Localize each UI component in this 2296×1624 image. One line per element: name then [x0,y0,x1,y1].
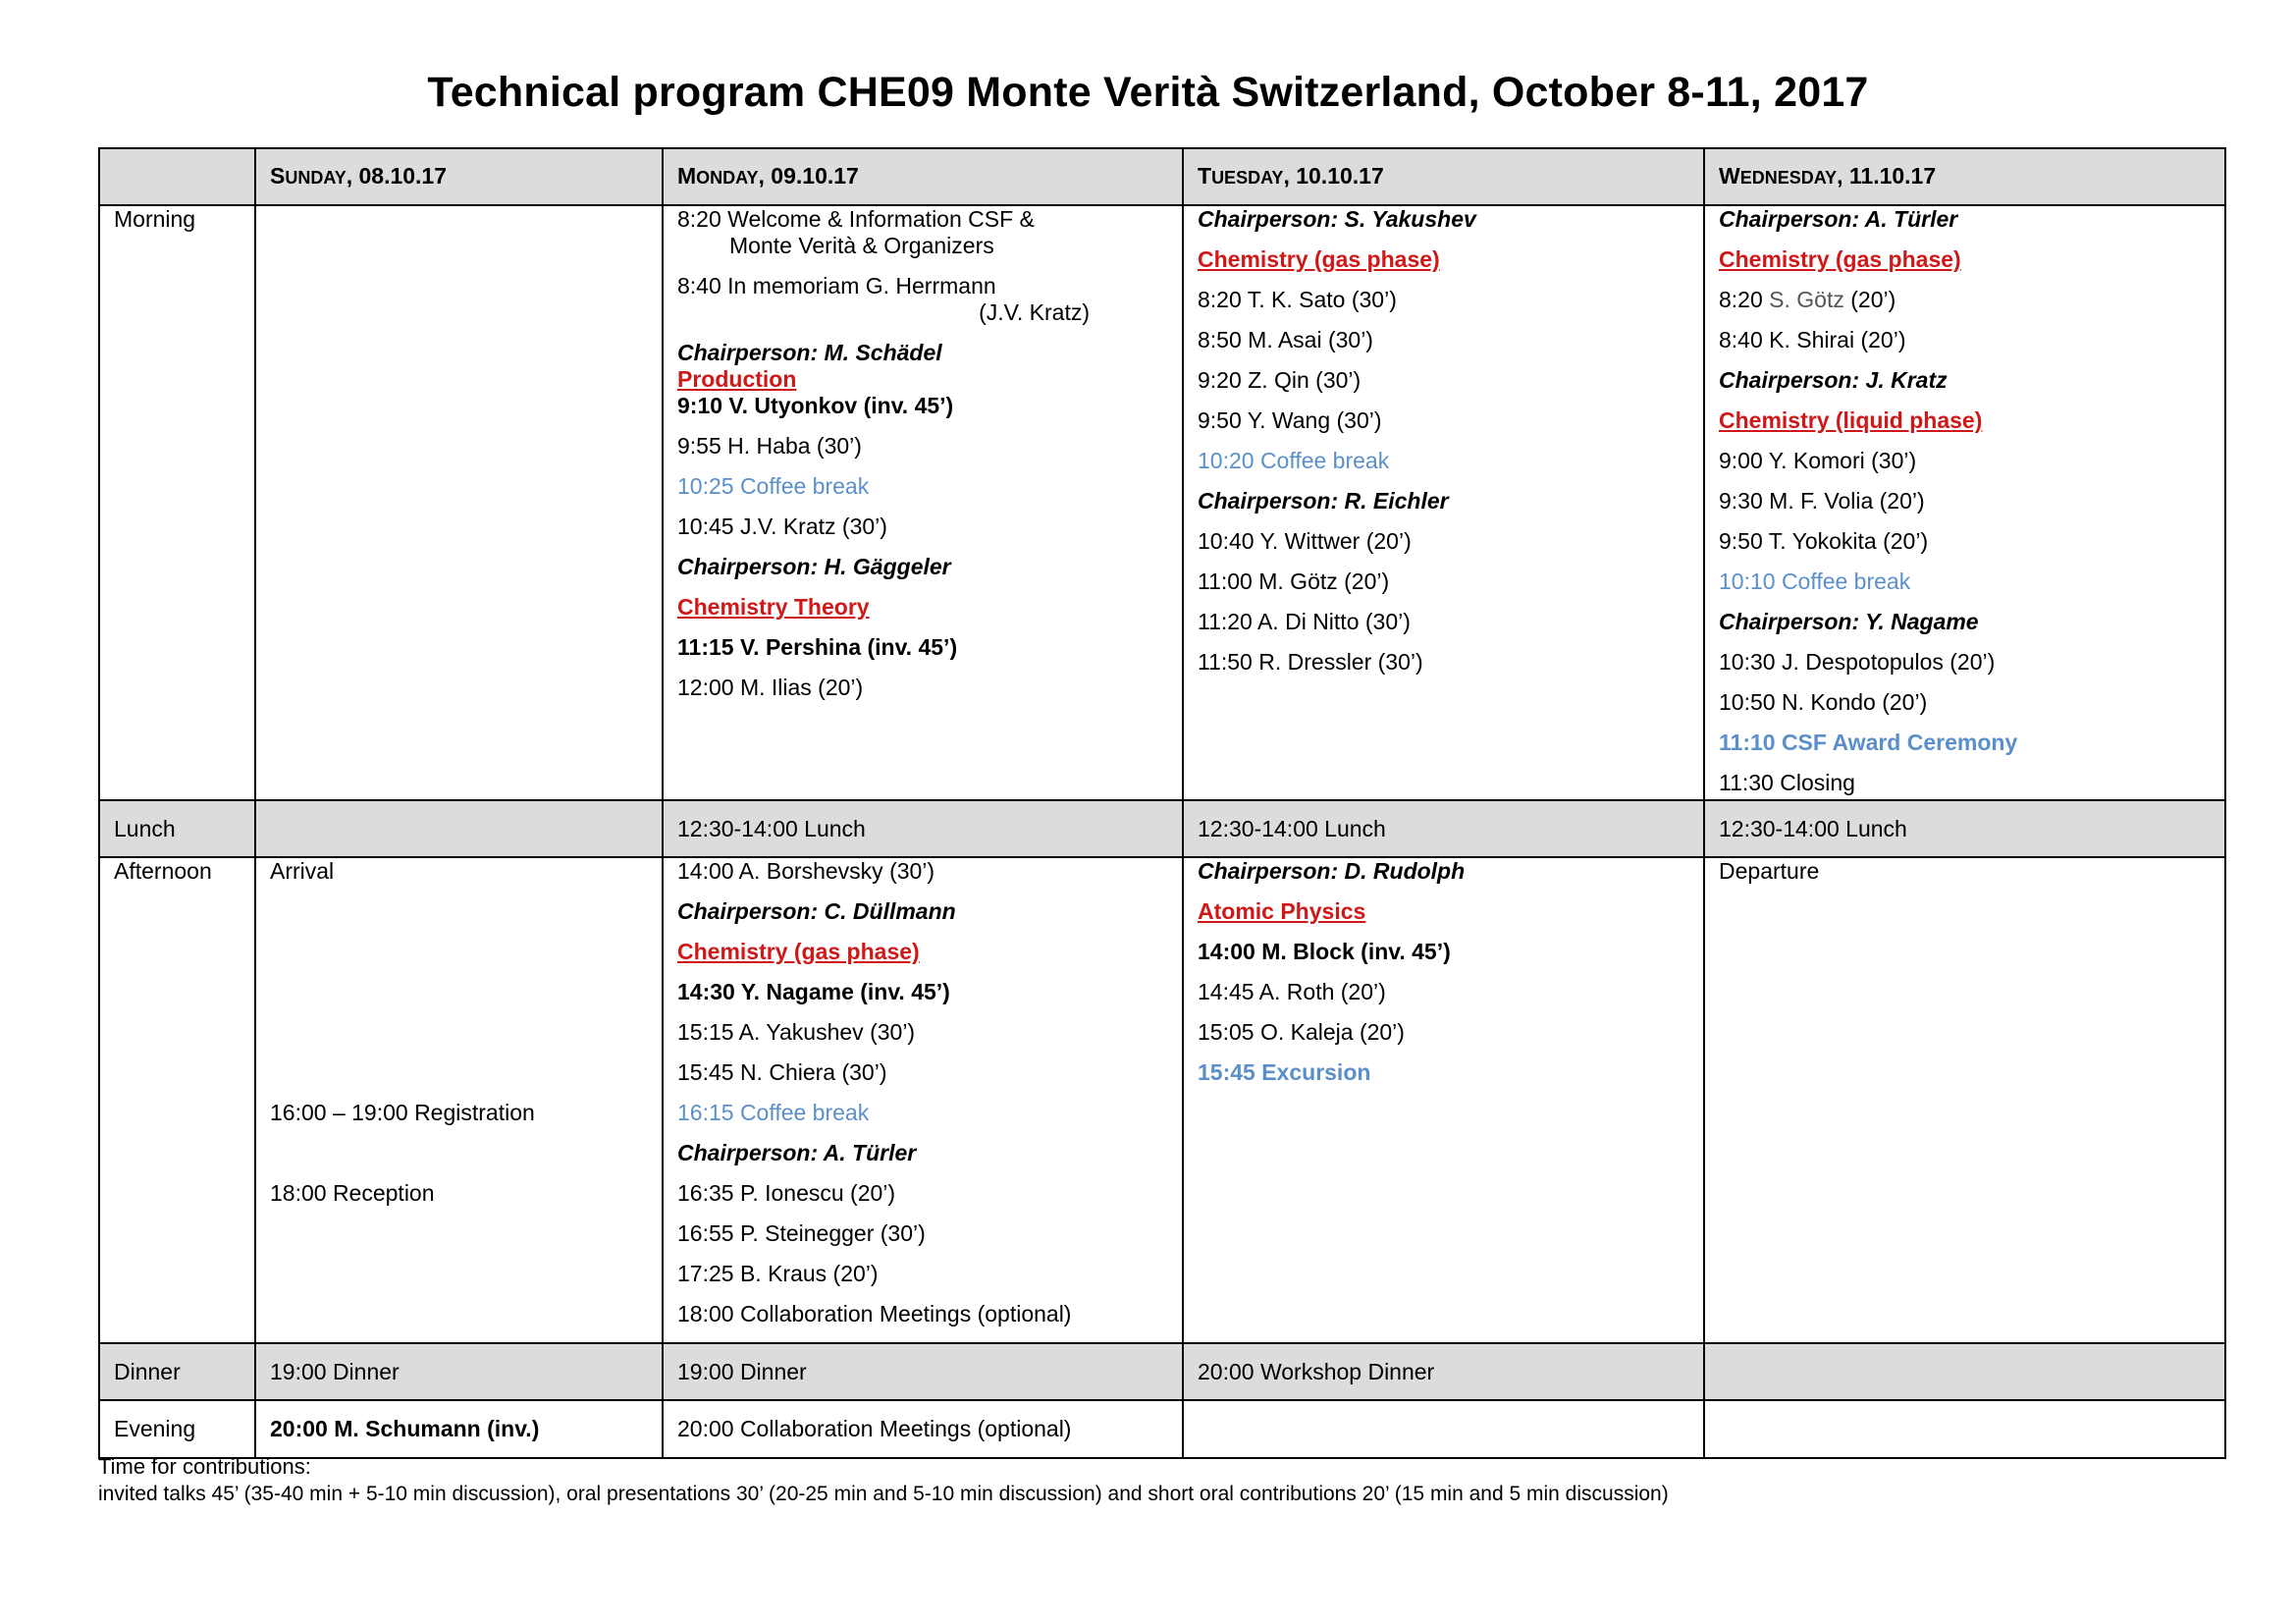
dinner-row [99,1343,2225,1400]
session-title: Chemistry (liquid phase) [1719,407,1983,433]
morning-monday-cell [663,205,1183,800]
coffee-break: 10:20 Coffee break [1198,448,1390,473]
talk: 8:20 T. K. Sato (30’) [1198,287,1397,312]
row-label-dinner: Dinner [99,1343,255,1400]
chairperson: Chairperson: Y. Nagame [1719,609,1979,634]
afternoon-row [99,857,2225,1343]
invited-talk: 14:30 Y. Nagame (inv. 45’) [677,979,950,1004]
chairperson: Chairperson: C. Düllmann [677,898,956,924]
chairperson: Chairperson: M. Schädel [677,340,942,365]
talk: 10:50 N. Kondo (20’) [1719,689,1928,715]
page-title: Technical program CHE09 Monte Verità Switzerland, October 8-11, 2017 [427,69,1869,116]
program-table [98,147,2226,1459]
talk: 15:05 O. Kaleja (20’) [1198,1019,1405,1045]
day-header-tuesday: TUESDAY, 10.10.17 [1183,148,1704,205]
lunch-tuesday-cell: 12:30-14:00 Lunch [1183,800,1704,857]
chairperson: Chairperson: A. Türler [677,1140,917,1165]
schedule-item: 8:20 Welcome & Information CSF & [677,206,1035,232]
invited-talk: 14:00 M. Block (inv. 45’) [1198,939,1451,964]
talk: 15:45 N. Chiera (30’) [677,1059,887,1085]
corner-cell [99,148,255,205]
footnote-text: invited talks 45’ (35-40 min + 5-10 min discussion), oral presentations 30’ (20-25 min and 5-10 min discussion) and short oral contributions 20’ (15 min and 5 min discussion) [98,1483,1669,1505]
coffee-break: 16:15 Coffee break [677,1100,870,1125]
schedule-item: Monte Verità & Organizers [729,233,994,258]
afternoon-sunday-cell [255,857,663,1343]
session-title: Chemistry (gas phase) [1198,246,1440,272]
dinner-sunday-cell: 19:00 Dinner [255,1343,663,1400]
morning-wednesday-cell [1704,205,2225,800]
talk: 14:45 A. Roth (20’) [1198,979,1386,1004]
schedule-item: Departure [1719,858,1820,884]
afternoon-wednesday-cell [1704,857,2225,1343]
talk: 9:00 Y. Komori (30’) [1719,448,1917,473]
schedule-item: 16:00 – 19:00 Registration [270,1100,535,1125]
evening-tuesday-cell [1183,1400,1704,1458]
morning-tuesday-cell [1183,205,1704,800]
evening-sunday-cell: 20:00 M. Schumann (inv.) [255,1400,663,1458]
chairperson: Chairperson: S. Yakushev [1198,206,1476,232]
invited-talk: 11:15 V. Pershina (inv. 45’) [677,634,958,660]
talk: 16:35 P. Ionescu (20’) [677,1180,896,1206]
afternoon-monday-cell [663,857,1183,1343]
talk: 9:55 H. Haba (30’) [677,433,862,459]
chairperson: Chairperson: D. Rudolph [1198,858,1466,884]
day-header-sunday: SUNDAY, 08.10.17 [255,148,663,205]
talk: 15:15 A. Yakushev (30’) [677,1019,916,1045]
chairperson: Chairperson: J. Kratz [1719,367,1948,393]
schedule-item: 11:30 Closing [1719,770,1855,795]
session-title: Chemistry Theory [677,594,870,620]
schedule-item: Arrival [270,858,335,884]
talk: 11:50 R. Dressler (30’) [1198,649,1423,675]
talk: 14:00 A. Borshevsky (30’) [677,858,935,884]
coffee-break: 10:10 Coffee break [1719,568,1911,594]
lunch-monday-cell: 12:30-14:00 Lunch [663,800,1183,857]
talk: 9:30 M. F. Volia (20’) [1719,488,1925,514]
morning-sunday-cell [255,205,663,800]
session-title: Chemistry (gas phase) [1719,246,1961,272]
talk: 9:20 Z. Qin (30’) [1198,367,1362,393]
lunch-wednesday-cell: 12:30-14:00 Lunch [1704,800,2225,857]
talk: 10:45 J.V. Kratz (30’) [677,514,887,539]
talk: 9:50 Y. Wang (30’) [1198,407,1382,433]
row-label-evening: Evening [99,1400,255,1458]
schedule-item: 8:40 In memoriam G. Herrmann [677,273,996,298]
lunch-sunday-cell [255,800,663,857]
header-row [99,148,2225,205]
talk: 8:40 K. Shirai (20’) [1719,327,1906,352]
dinner-monday-cell: 19:00 Dinner [663,1343,1183,1400]
coffee-break: 10:25 Coffee break [677,473,870,499]
schedule-item: 18:00 Reception [270,1180,435,1206]
day-header-wednesday: WEDNESDAY, 11.10.17 [1704,148,2225,205]
day-header-monday: MONDAY, 09.10.17 [663,148,1183,205]
morning-row [99,205,2225,800]
session-title: Production [677,366,797,392]
talk: 11:20 A. Di Nitto (30’) [1198,609,1411,634]
dinner-wednesday-cell [1704,1343,2225,1400]
dinner-tuesday-cell: 20:00 Workshop Dinner [1183,1343,1704,1400]
invited-talk: 9:10 V. Utyonkov (inv. 45’) [677,393,954,418]
schedule-item: (J.V. Kratz) [979,299,1090,325]
talk: 11:00 M. Götz (20’) [1198,568,1390,594]
excursion: 15:45 Excursion [1198,1059,1371,1085]
session-title: Chemistry (gas phase) [677,939,920,964]
talk: 10:30 J. Despotopulos (20’) [1719,649,1996,675]
talk: 10:40 Y. Wittwer (20’) [1198,528,1412,554]
talk: 9:50 T. Yokokita (20’) [1719,528,1929,554]
evening-wednesday-cell [1704,1400,2225,1458]
lunch-row [99,800,2225,857]
talk: 12:00 M. Ilias (20’) [677,675,864,700]
row-label-afternoon: Afternoon [99,857,255,1343]
schedule-item: 18:00 Collaboration Meetings (optional) [677,1301,1072,1326]
award-ceremony: 11:10 CSF Award Ceremony [1719,730,2018,755]
evening-row [99,1400,2225,1458]
chairperson: Chairperson: H. Gäggeler [677,554,951,579]
chairperson: Chairperson: R. Eichler [1198,488,1449,514]
footnote-heading: Time for contributions: [98,1454,311,1479]
row-label-lunch: Lunch [99,800,255,857]
talk: 8:50 M. Asai (30’) [1198,327,1373,352]
session-title: Atomic Physics [1198,898,1366,924]
row-label-morning: Morning [99,205,255,800]
evening-monday-cell: 20:00 Collaboration Meetings (optional) [663,1400,1183,1458]
talk: 8:20 S. Götz (20’) [1719,287,1896,312]
chairperson: Chairperson: A. Türler [1719,206,1958,232]
talk: 17:25 B. Kraus (20’) [677,1261,879,1286]
talk: 16:55 P. Steinegger (30’) [677,1220,926,1246]
afternoon-tuesday-cell [1183,857,1704,1343]
